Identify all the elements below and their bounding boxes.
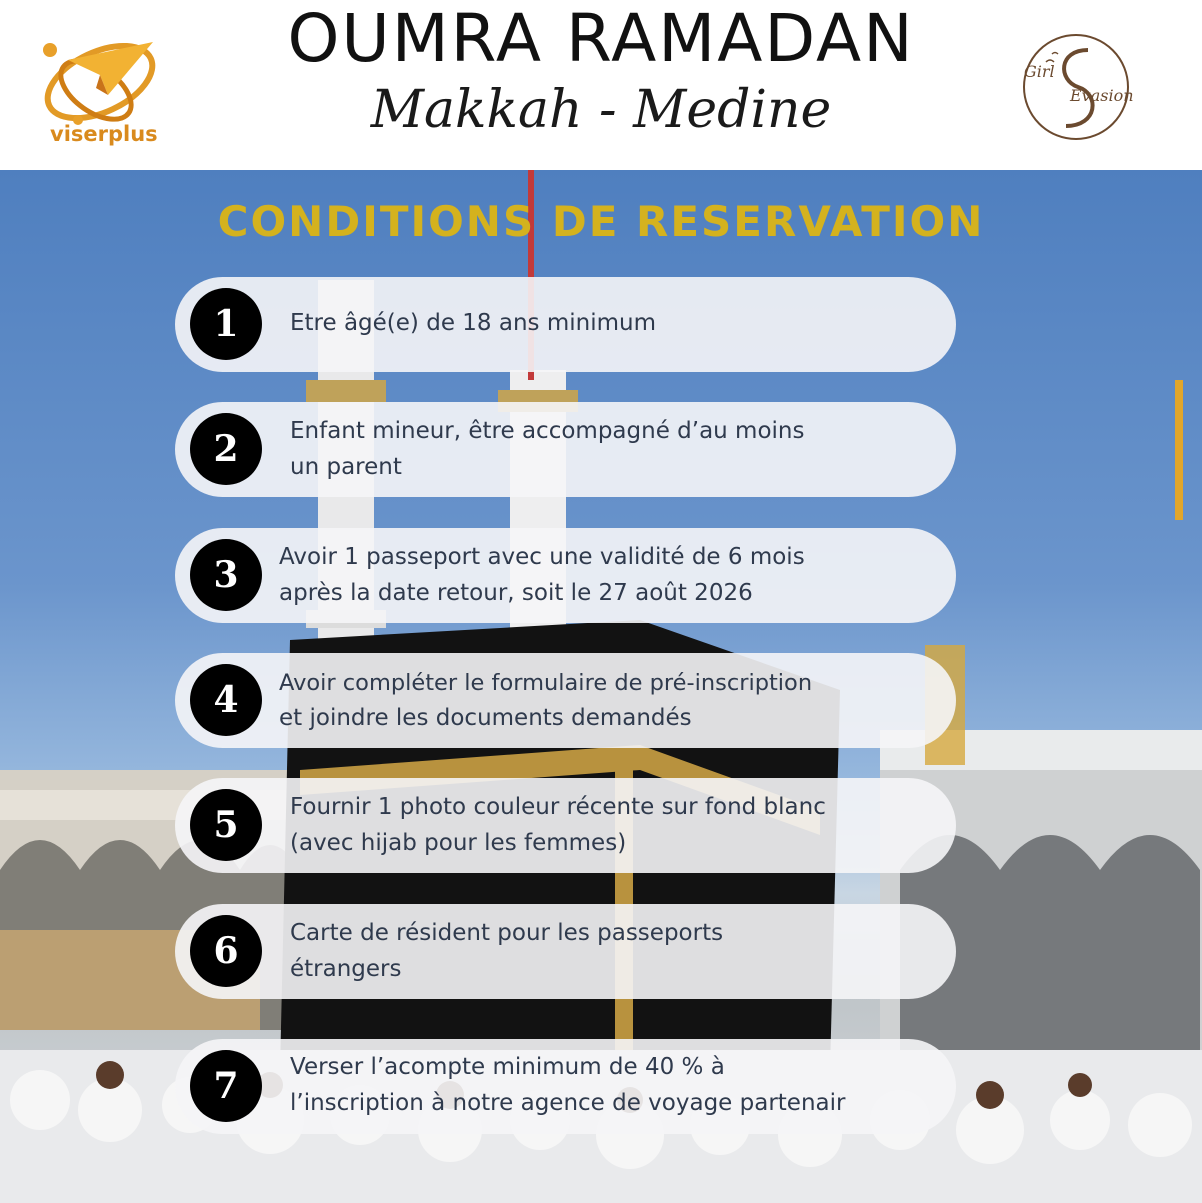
- condition-text-line2: un parent: [290, 454, 402, 480]
- condition-text-line2: après la date retour, soit le 27 août 2026: [279, 580, 753, 606]
- condition-number-badge: 6: [190, 915, 262, 987]
- header: [0, 0, 1202, 170]
- condition-text-line2: l’inscription à notre agence de voyage partenair: [290, 1090, 846, 1116]
- condition-text-line1: Verser l’acompte minimum de 40 % à: [290, 1054, 725, 1080]
- condition-text-line1: Fournir 1 photo couleur récente sur fond blanc: [290, 794, 826, 820]
- page-subtitle: Makkah - Medine: [370, 80, 832, 140]
- condition-number-badge: 1: [190, 288, 262, 360]
- page-title: OUMRA RAMADAN: [287, 0, 915, 77]
- section-title: CONDITIONS DE RESERVATION: [217, 197, 985, 246]
- condition-number-badge: 5: [190, 789, 262, 861]
- condition-text-line2: étrangers: [290, 956, 402, 982]
- condition-number-badge: 4: [190, 664, 262, 736]
- condition-text-line1: Avoir 1 passeport avec une validité de 6 mois: [279, 544, 805, 570]
- condition-text-line1: Enfant mineur, être accompagné d’au moins: [290, 418, 805, 444]
- condition-text-line1: Etre âgé(e) de 18 ans minimum: [290, 310, 656, 336]
- condition-text-line2: et joindre les documents demandés: [279, 705, 692, 731]
- condition-text-line1: Avoir compléter le formulaire de pré-inscription: [279, 670, 813, 696]
- girls-evasion-text-line1: Girl: [1024, 62, 1055, 81]
- condition-text-line1: Carte de résident pour les passeports: [290, 920, 724, 946]
- condition-number-badge: 7: [190, 1050, 262, 1122]
- viserplus-logo-text: viserplus: [50, 122, 158, 146]
- condition-number-badge: 3: [190, 539, 262, 611]
- girls-evasion-text-line2: Evasion: [1070, 86, 1134, 105]
- condition-number-badge: 2: [190, 413, 262, 485]
- condition-text-line2: (avec hijab pour les femmes): [290, 830, 627, 856]
